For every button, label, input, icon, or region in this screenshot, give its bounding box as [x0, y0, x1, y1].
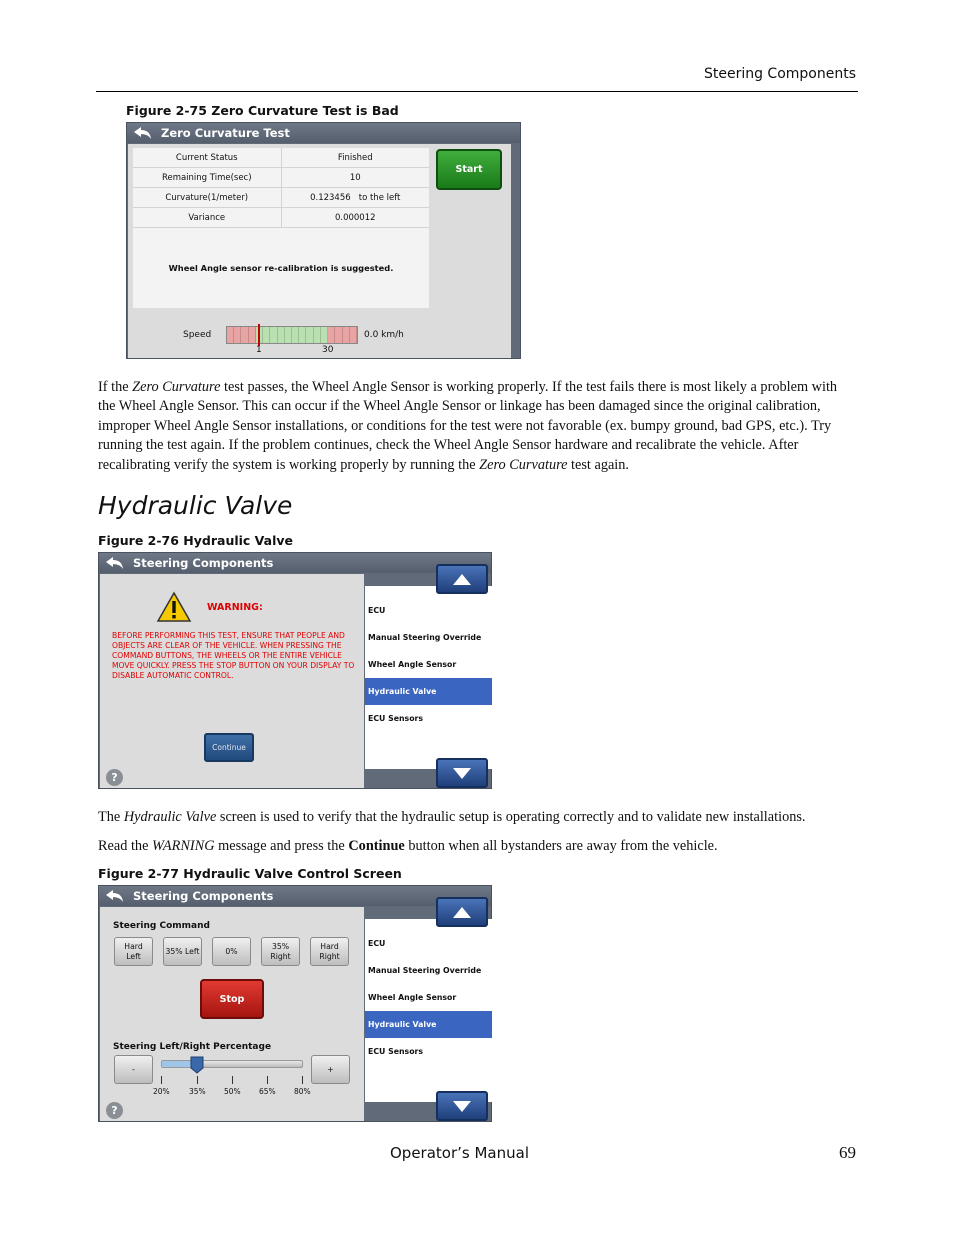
paragraph-hydraulic-valve: The Hydraulic Valve screen is used to verify that the hydraulic setup is operating correctly and to validate new installations. [98, 809, 806, 825]
slider-tick-label: 35% [189, 1087, 206, 1096]
slider-thumb-icon[interactable] [190, 1056, 204, 1074]
scroll-down-button[interactable] [436, 1091, 488, 1121]
back-arrow-icon[interactable] [132, 126, 154, 140]
figure-caption-2-77: Figure 2-77 Hydraulic Valve Control Screen [98, 866, 402, 881]
35-right-button[interactable]: 35% Right [261, 937, 300, 966]
screen-title: Zero Curvature Test [161, 126, 290, 140]
scroll-up-button[interactable] [436, 564, 488, 594]
35-left-button[interactable]: 35% Left [163, 937, 202, 966]
warning-panel [100, 574, 364, 788]
slider-tick-label: 20% [153, 1087, 170, 1096]
figure-caption-2-76: Figure 2-76 Hydraulic Valve [98, 533, 294, 548]
speed-label: Speed [183, 330, 212, 340]
menu-item-ecu-sensors[interactable]: ECU Sensors [368, 714, 424, 723]
slider-tick [267, 1076, 268, 1084]
zero-curvature-screen [126, 122, 521, 359]
continue-button[interactable]: Continue [204, 733, 254, 762]
hydraulic-valve-control-screen [98, 885, 492, 1122]
slider-tick-label: 50% [224, 1087, 241, 1096]
slider-tick-label: 80% [294, 1087, 311, 1096]
paragraph-zero-curvature: If the Zero Curvature test passes, the Wheel Angle Sensor is working properly. If the test fails there is most likely a problem with the Wheel Angle Sensor. This can occur if the Wheel Angle Sensor or linkage has been damaged since the original calibration, improper Wheel Angle Sensor installations, or conditions for the test were not favorable (ex. bumpy ground, bad GPS, etc.). Try running the test again. If the problem continues, check the Wheel Angle Sensor hardware and recalibrate the vehicle. After recalibrating verify the system is working properly by running the Zero Curvature test again. [98, 379, 838, 473]
screen-title-bar [99, 553, 491, 573]
table-row: Curvature(1/meter) 0.123456 to the left [133, 188, 429, 208]
speed-tick-label: 1 [256, 345, 262, 355]
warning-icon [156, 591, 192, 623]
footer-title: Operator’s Manual [390, 1144, 529, 1162]
back-arrow-icon[interactable] [104, 556, 126, 570]
stop-button[interactable]: Stop [200, 979, 264, 1019]
menu-item-hydraulic-valve[interactable]: Hydraulic Valve [365, 678, 492, 705]
menu-item-manual-steering-override[interactable]: Manual Steering Override [368, 966, 482, 975]
hard-right-button[interactable]: Hard Right [310, 937, 349, 966]
steering-command-label: Steering Command [113, 921, 210, 931]
help-icon[interactable]: ? [106, 1102, 123, 1119]
scroll-down-button[interactable] [436, 758, 488, 788]
warning-text: BEFORE PERFORMING THIS TEST, ENSURE THAT PEOPLE AND OBJECTS ARE CLEAR OF THE VEHICLE. WHEN PRESSING THE COMMAND BUTTONS, THE WHEELS OR THE ENTIRE VEHICLE MOVE QUICKLY. PRESS THE STOP BUTTON ON YOUR DISPLAY TO DISABLE AUTOMATIC CONTROL. [112, 631, 355, 680]
percentage-slider[interactable] [161, 1060, 303, 1068]
menu-item-ecu[interactable]: ECU [368, 939, 386, 948]
hard-left-button[interactable]: Hard Left [114, 937, 153, 966]
component-menu [365, 586, 492, 769]
table-row: Current Status Finished [133, 148, 429, 168]
speed-value: 0.0 km/h [364, 330, 404, 340]
section-title: Hydraulic Valve [98, 491, 293, 520]
increase-button[interactable]: + [311, 1055, 350, 1084]
menu-item-wheel-angle-sensor[interactable]: Wheel Angle Sensor [368, 993, 457, 1002]
menu-item-hydraulic-valve[interactable]: Hydraulic Valve [365, 1011, 492, 1038]
screen-title-bar [99, 886, 491, 906]
test-panel [128, 144, 511, 358]
back-arrow-icon[interactable] [104, 889, 126, 903]
page-number: 69 [839, 1143, 856, 1162]
running-head: Steering Components [703, 66, 856, 82]
help-icon[interactable]: ? [106, 769, 123, 786]
menu-item-wheel-angle-sensor[interactable]: Wheel Angle Sensor [368, 660, 457, 669]
header-rule [96, 91, 858, 92]
decrease-button[interactable]: - [114, 1055, 153, 1084]
menu-item-ecu[interactable]: ECU [368, 606, 386, 615]
screen-title-bar [127, 123, 520, 143]
slider-tick-label: 65% [259, 1087, 276, 1096]
status-table [133, 148, 429, 308]
warning-title: WARNING: [207, 602, 263, 613]
arrow-up-icon [453, 907, 471, 918]
arrow-down-icon [453, 768, 471, 779]
scroll-up-button[interactable] [436, 897, 488, 927]
speed-needle [258, 324, 260, 346]
table-row: Remaining Time(sec) 10 [133, 168, 429, 188]
menu-item-ecu-sensors[interactable]: ECU Sensors [368, 1047, 424, 1056]
paragraph-warning: Read the WARNING message and press the Continue button when all bystanders are away from the vehicle. [98, 838, 718, 854]
screen-title: Steering Components [133, 889, 274, 903]
start-button[interactable]: Start [436, 149, 502, 190]
speed-gauge [226, 326, 358, 344]
control-panel [100, 907, 364, 1121]
slider-tick [161, 1076, 162, 1084]
arrow-down-icon [453, 1101, 471, 1112]
speed-tick-label: 30 [322, 345, 334, 355]
slider-tick [302, 1076, 303, 1084]
figure-caption-2-75: Figure 2-75 Zero Curvature Test is Bad [126, 103, 399, 118]
menu-item-manual-steering-override[interactable]: Manual Steering Override [368, 633, 482, 642]
recalibration-note: Wheel Angle sensor re-calibration is suggested. [168, 263, 394, 273]
arrow-up-icon [453, 574, 471, 585]
slider-tick [232, 1076, 233, 1084]
hydraulic-valve-warning-screen [98, 552, 492, 789]
percentage-label: Steering Left/Right Percentage [113, 1042, 272, 1052]
component-menu [365, 919, 492, 1102]
screen-title: Steering Components [133, 556, 274, 570]
zero-percent-button[interactable]: 0% [212, 937, 251, 966]
table-row: Variance 0.000012 [133, 208, 429, 228]
slider-tick [197, 1076, 198, 1084]
